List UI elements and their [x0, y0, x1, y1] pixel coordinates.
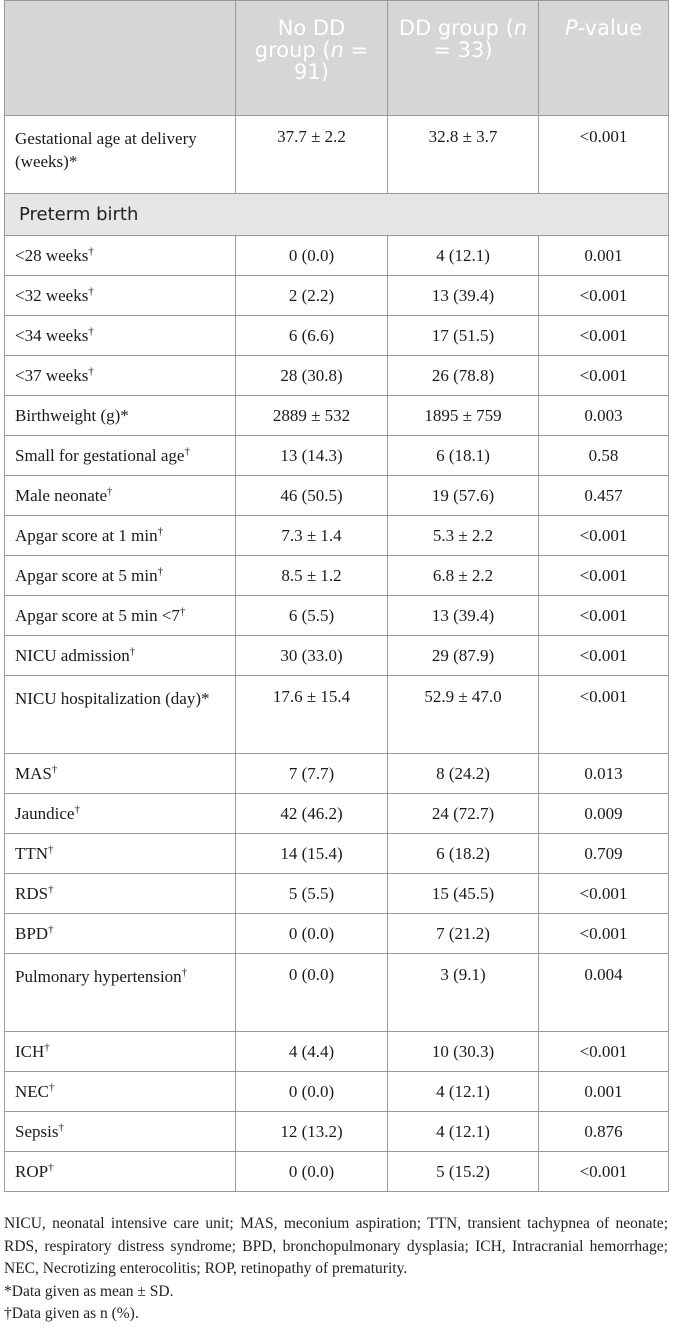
- footnote-abbreviations: NICU, neonatal intensive care unit; MAS, meconium aspiration; TTN, transient tachypnea of neonate; RDS, respiratory distress syndrome; BPD, bronchopulmonary dysplasia; ICH, Intracranial hemorrhage; NEC, Necrotizing enterocolitis; ROP, retinopathy of prematurity.: [4, 1215, 668, 1277]
- cell-dd: 8 (24.2): [388, 754, 539, 794]
- table-row: [5, 396, 669, 436]
- cell-dd: 6.8 ± 2.2: [388, 556, 539, 596]
- section-row: [5, 194, 669, 236]
- cell-p-value: 0.709: [539, 834, 669, 874]
- cell-p-value: <0.001: [539, 1152, 669, 1192]
- table-row: [5, 316, 669, 356]
- cell-p-value: 0.001: [539, 1072, 669, 1112]
- cell-no-dd: 17.6 ± 15.4: [236, 676, 388, 754]
- header-no-dd-group: No DD group (n = 91): [236, 1, 388, 116]
- cell-p-value: 0.001: [539, 236, 669, 276]
- cell-dd: 24 (72.7): [388, 794, 539, 834]
- cell-dd: 7 (21.2): [388, 914, 539, 954]
- cell-no-dd: 28 (30.8): [236, 356, 388, 396]
- cell-dd: 6 (18.2): [388, 834, 539, 874]
- row-label: Pulmonary hypertension†: [5, 954, 236, 1032]
- cell-p-value: <0.001: [539, 316, 669, 356]
- row-label: Small for gestational age†: [5, 436, 236, 476]
- table-row: [5, 236, 669, 276]
- cell-no-dd: 30 (33.0): [236, 636, 388, 676]
- cell-p-value: 0.58: [539, 436, 669, 476]
- cell-p-value: 0.457: [539, 476, 669, 516]
- cell-no-dd: 7.3 ± 1.4: [236, 516, 388, 556]
- cell-p-value: 0.876: [539, 1112, 669, 1152]
- table-row: [5, 834, 669, 874]
- table-footnotes: [4, 1213, 668, 1326]
- table-row: [5, 754, 669, 794]
- row-label: NEC†: [5, 1072, 236, 1112]
- table-row: [5, 636, 669, 676]
- row-label: NICU admission†: [5, 636, 236, 676]
- cell-p-value: 0.004: [539, 954, 669, 1032]
- cell-p-value: 0.009: [539, 794, 669, 834]
- row-label: Birthweight (g)*: [5, 396, 236, 436]
- table-row: [5, 794, 669, 834]
- table-row: [5, 476, 669, 516]
- footnote-mean-sd: *Data given as mean ± SD.: [4, 1282, 174, 1300]
- row-label: NICU hospitalization (day)*: [5, 676, 236, 754]
- cell-p-value: <0.001: [539, 516, 669, 556]
- table-row: [5, 1112, 669, 1152]
- cell-no-dd: 0 (0.0): [236, 1152, 388, 1192]
- row-label: Jaundice†: [5, 794, 236, 834]
- cell-no-dd: 12 (13.2): [236, 1112, 388, 1152]
- cell-dd: 4 (12.1): [388, 1112, 539, 1152]
- cell-p-value: <0.001: [539, 874, 669, 914]
- cell-p-value: <0.001: [539, 914, 669, 954]
- cell-p-value: 0.003: [539, 396, 669, 436]
- cell-no-dd: 0 (0.0): [236, 236, 388, 276]
- cell-no-dd: 37.7 ± 2.2: [236, 116, 388, 194]
- table-row: [5, 1152, 669, 1192]
- data-table: [4, 0, 669, 1192]
- table-row: [5, 1032, 669, 1072]
- header-blank: [5, 1, 236, 116]
- cell-no-dd: 2889 ± 532: [236, 396, 388, 436]
- cell-p-value: <0.001: [539, 676, 669, 754]
- cell-dd: 3 (9.1): [388, 954, 539, 1032]
- table-row: [5, 436, 669, 476]
- cell-no-dd: 4 (4.4): [236, 1032, 388, 1072]
- cell-dd: 29 (87.9): [388, 636, 539, 676]
- row-label: TTN†: [5, 834, 236, 874]
- row-label: MAS†: [5, 754, 236, 794]
- table-row: [5, 356, 669, 396]
- cell-dd: 32.8 ± 3.7: [388, 116, 539, 194]
- table-row: [5, 1072, 669, 1112]
- header-dd-group: DD group (n = 33): [388, 1, 539, 116]
- row-label: RDS†: [5, 874, 236, 914]
- cell-p-value: 0.013: [539, 754, 669, 794]
- row-label: Apgar score at 5 min <7†: [5, 596, 236, 636]
- row-label: Sepsis†: [5, 1112, 236, 1152]
- row-label: Male neonate†: [5, 476, 236, 516]
- table-header: [5, 1, 669, 116]
- row-label: <37 weeks†: [5, 356, 236, 396]
- cell-dd: 17 (51.5): [388, 316, 539, 356]
- cell-no-dd: 2 (2.2): [236, 276, 388, 316]
- row-label: ROP†: [5, 1152, 236, 1192]
- cell-no-dd: 13 (14.3): [236, 436, 388, 476]
- cell-p-value: <0.001: [539, 356, 669, 396]
- row-label: ICH†: [5, 1032, 236, 1072]
- cell-no-dd: 46 (50.5): [236, 476, 388, 516]
- table-row: [5, 596, 669, 636]
- table-row: [5, 276, 669, 316]
- cell-dd: 4 (12.1): [388, 1072, 539, 1112]
- cell-no-dd: 42 (46.2): [236, 794, 388, 834]
- cell-p-value: <0.001: [539, 1032, 669, 1072]
- cell-p-value: <0.001: [539, 556, 669, 596]
- cell-dd: 15 (45.5): [388, 874, 539, 914]
- table-body: [5, 116, 669, 1192]
- cell-no-dd: 8.5 ± 1.2: [236, 556, 388, 596]
- cell-no-dd: 6 (6.6): [236, 316, 388, 356]
- cell-dd: 5 (15.2): [388, 1152, 539, 1192]
- cell-no-dd: 7 (7.7): [236, 754, 388, 794]
- cell-no-dd: 0 (0.0): [236, 1072, 388, 1112]
- header-p-value: P-value: [539, 1, 669, 116]
- row-label: BPD†: [5, 914, 236, 954]
- row-label: <34 weeks†: [5, 316, 236, 356]
- footnote-n-percent: †Data given as n (%).: [4, 1305, 139, 1322]
- cell-p-value: <0.001: [539, 116, 669, 194]
- cell-no-dd: 14 (15.4): [236, 834, 388, 874]
- table-row: [5, 116, 669, 194]
- table-row: [5, 676, 669, 754]
- cell-p-value: <0.001: [539, 276, 669, 316]
- cell-no-dd: 0 (0.0): [236, 954, 388, 1032]
- table-row: [5, 516, 669, 556]
- table-row: [5, 556, 669, 596]
- table-container: [4, 0, 668, 1192]
- section-label: Preterm birth: [5, 194, 669, 236]
- row-label: Apgar score at 5 min†: [5, 556, 236, 596]
- cell-dd: 6 (18.1): [388, 436, 539, 476]
- row-label: Apgar score at 1 min†: [5, 516, 236, 556]
- cell-no-dd: 5 (5.5): [236, 874, 388, 914]
- cell-dd: 1895 ± 759: [388, 396, 539, 436]
- cell-dd: 5.3 ± 2.2: [388, 516, 539, 556]
- table-row: [5, 874, 669, 914]
- cell-dd: 26 (78.8): [388, 356, 539, 396]
- cell-dd: 19 (57.6): [388, 476, 539, 516]
- cell-dd: 4 (12.1): [388, 236, 539, 276]
- cell-dd: 10 (30.3): [388, 1032, 539, 1072]
- cell-dd: 13 (39.4): [388, 276, 539, 316]
- cell-p-value: <0.001: [539, 636, 669, 676]
- row-label: <32 weeks†: [5, 276, 236, 316]
- cell-dd: 13 (39.4): [388, 596, 539, 636]
- cell-no-dd: 6 (5.5): [236, 596, 388, 636]
- table-row: [5, 954, 669, 1032]
- row-label: <28 weeks†: [5, 236, 236, 276]
- table-row: [5, 914, 669, 954]
- cell-no-dd: 0 (0.0): [236, 914, 388, 954]
- row-label: Gestational age at delivery (weeks)*: [5, 116, 236, 194]
- cell-dd: 52.9 ± 47.0: [388, 676, 539, 754]
- header-row: [5, 1, 669, 116]
- cell-p-value: <0.001: [539, 596, 669, 636]
